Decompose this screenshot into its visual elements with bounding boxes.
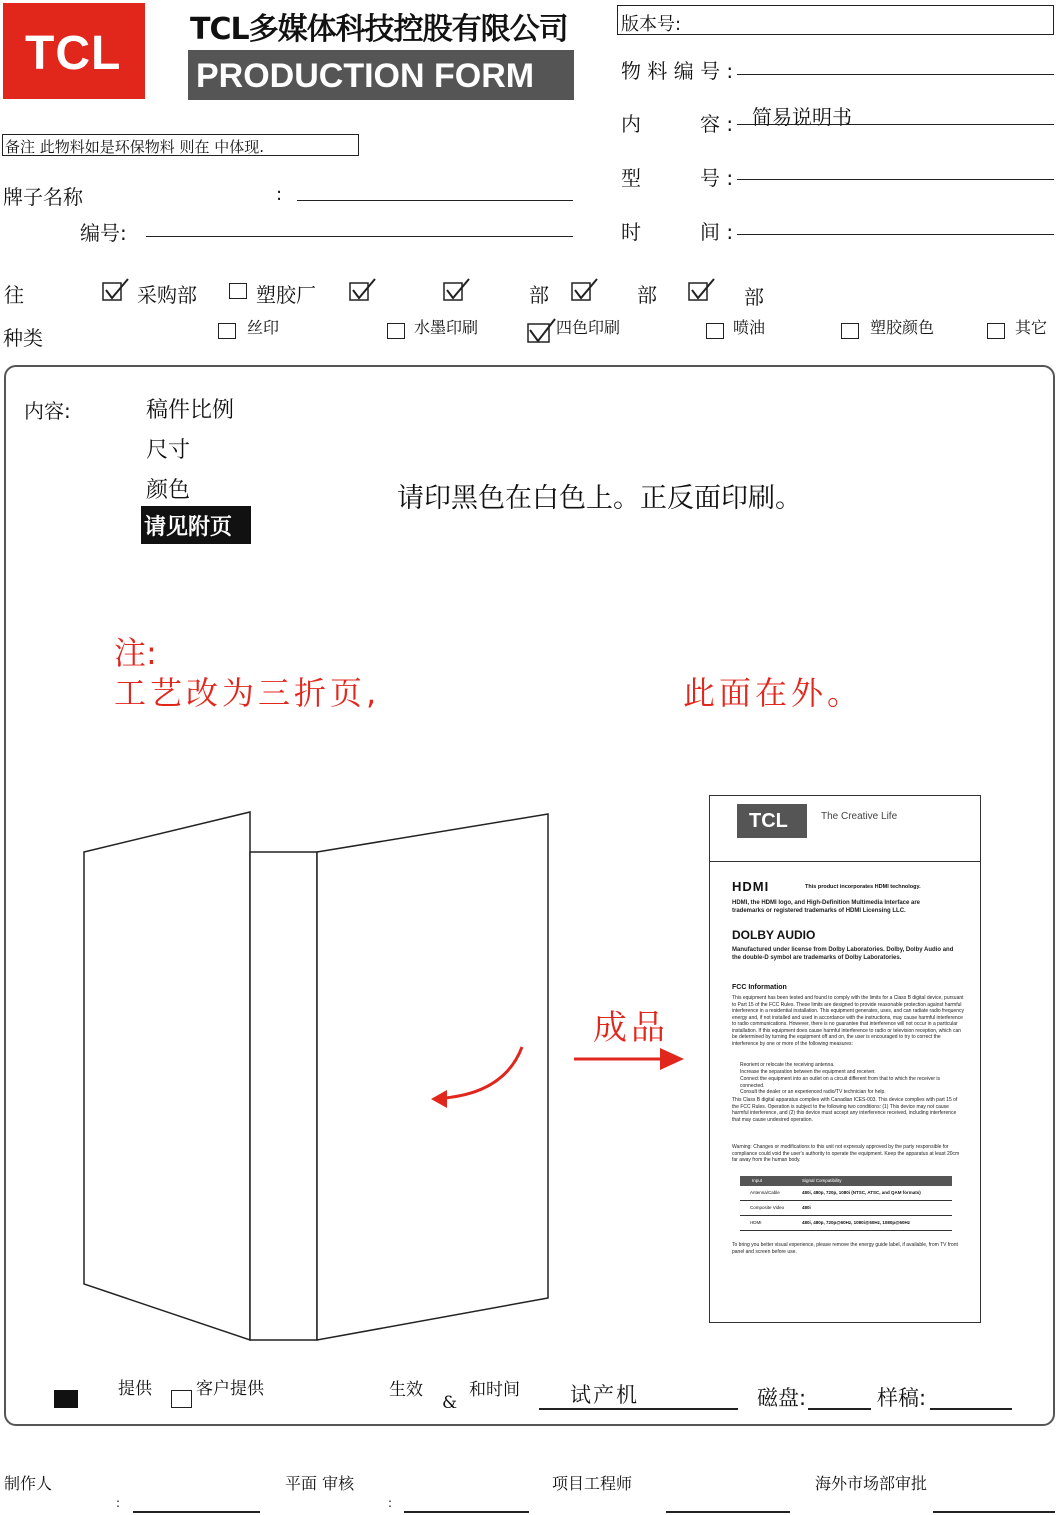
checkbox-plastic-factory[interactable] <box>229 283 247 299</box>
fcc-bullet-1: Reorient or relocate the receiving antenna. <box>740 1062 835 1068</box>
checkbox-route-4[interactable] <box>443 277 471 303</box>
form-title-bar <box>188 50 574 100</box>
brand-colon: : <box>276 184 283 205</box>
signal-table-head-input: Input <box>752 1178 763 1183</box>
brand-label: 牌子名称 <box>3 185 83 209</box>
type-spray-oil: 喷油 <box>733 318 766 337</box>
note-line-right: 此面在外。 <box>683 674 864 712</box>
fcc-title: FCC Information <box>732 984 787 991</box>
routing-purchase: 采购部 <box>137 283 197 307</box>
note-box <box>2 134 359 156</box>
content-field[interactable] <box>737 124 1054 125</box>
fcc-bullet-3: Connect the equipment into an outlet on a circuit different from that to which the receiver is connected. <box>740 1076 941 1089</box>
fcc-text: This equipment has been tested and found to comply with the limits for a Class B digital device, pursuant to Part 15 of the FCC Rules. These limits are designed to provide reasonable protection against harmful interference in a residential installation. This equipment generates, uses, and can radiate radio frequency energy and, if not installed and used in accordance with the instructions, may cause harmful interference to radio communications. However, there is no guarantee that interference will not occur in a particular installation. If this equipment does cause harmful interference to radio or television reception, which can be determined by turning the equipment off and on, the user is encouraged to try to correct the interference by one or more of the following measures: <box>732 995 964 1047</box>
and-time-label: 和时间 <box>469 1380 520 1400</box>
content-label: 内容: <box>24 399 71 423</box>
tcl-logo <box>3 3 145 99</box>
right-arrow-icon <box>572 1046 687 1072</box>
fcc-bullet-2: Increase the separation between the equipment and receiver. <box>740 1069 876 1075</box>
trial-field[interactable] <box>539 1408 738 1410</box>
version-box[interactable] <box>617 5 1054 35</box>
checkbox-silkscreen[interactable] <box>218 323 236 339</box>
fold-arrow-icon <box>425 1042 530 1112</box>
routing-dept-3: 部 <box>744 285 764 309</box>
type-four-color: 四色印刷 <box>556 318 621 337</box>
see-attached-badge <box>141 506 251 544</box>
note-title: 注: <box>114 634 157 672</box>
amp-symbol: & <box>442 1393 458 1413</box>
disk-field[interactable] <box>808 1408 871 1410</box>
leaflet-divider <box>710 861 980 862</box>
model-label-2: 号 : <box>700 166 734 190</box>
checkbox-other[interactable] <box>987 323 1005 339</box>
note-line-left: 工艺改为三折页, <box>114 674 381 712</box>
types-label: 种类 <box>3 326 43 350</box>
trial-label: 试产机 <box>570 1383 639 1407</box>
maker-colon: : <box>116 1496 121 1510</box>
dolby-text: Manufactured under license from Dolby Laboratories. Dolby, Dolby Audio and the double-D symbol are trademarks of Dolby Laboratories. <box>732 947 954 961</box>
brand-field[interactable] <box>297 200 573 201</box>
graphic-review-label: 平面 审核 <box>285 1474 355 1493</box>
type-plastic-color: 塑胶颜色 <box>870 318 935 337</box>
table-cell: 480i, 480p, 720p@60Hz, 1080i@60Hz, 1080p@60Hz <box>802 1220 910 1225</box>
content-label-1: 内 <box>621 112 641 136</box>
checkbox-spray-oil[interactable] <box>706 323 724 339</box>
table-row <box>740 1201 952 1216</box>
table-row <box>740 1216 952 1231</box>
checkbox-plastic-color[interactable] <box>841 323 859 339</box>
table-cell: 480i, 480p, 720p, 1080i (NTSC, ATSC, and QAM formats) <box>802 1190 921 1195</box>
material-field[interactable] <box>737 74 1054 75</box>
signal-table <box>740 1176 952 1231</box>
routing-dept-2: 部 <box>637 283 657 307</box>
sample-field[interactable] <box>930 1408 1012 1410</box>
note-text: 备注 此物料如是环保物料 则在 中体现. <box>5 138 265 156</box>
routing-plastic-factory: 塑胶厂 <box>256 283 316 307</box>
time-label-2: 间 : <box>700 220 734 244</box>
table-cell: Composite Video <box>750 1205 785 1210</box>
number-label: 编号: <box>80 221 127 245</box>
effective-label: 生效 <box>389 1380 423 1400</box>
content-label-2: 容 : <box>700 112 734 136</box>
print-note: 请印黑色在白色上。正反面印刷。 <box>397 483 802 514</box>
version-label: 版本号: <box>621 14 682 35</box>
routing-dept-1: 部 <box>529 283 549 307</box>
checkbox-customer-provide[interactable] <box>171 1390 192 1408</box>
model-field[interactable] <box>737 179 1054 180</box>
provide-label: 提供 <box>118 1379 152 1399</box>
dolby-logo: DOLBY AUDIO <box>732 928 816 942</box>
maker-field[interactable] <box>133 1511 260 1513</box>
time-label-1: 时 <box>621 220 641 244</box>
hdmi-text: HDMI, the HDMI logo, and High-Definition Multimedia Interface are trademarks or registered trademarks of HDMI Licensing LLC. <box>732 900 921 914</box>
fcc-text-2: This Class B digital apparatus complies with Canadian ICES-003. This device complies with part 15 of the FCC Rules. Operation is subject to the following two conditions: (1) This device may not cause harmful interference, and (2) this device must accept any interference received, including interference that may cause undesired operation. <box>732 1097 958 1123</box>
type-other: 其它 <box>1015 318 1048 337</box>
table-row <box>740 1186 952 1201</box>
disk-label: 磁盘: <box>757 1386 807 1410</box>
type-silkscreen: 丝印 <box>247 318 280 337</box>
customer-provide-label: 客户提供 <box>196 1379 264 1399</box>
review-colon: : <box>388 1496 393 1510</box>
company-name: TCL多媒体科技控股有限公司 <box>190 12 568 47</box>
content-item-size: 尺寸 <box>146 438 191 463</box>
form-title: PRODUCTION FORM <box>196 57 535 95</box>
checkbox-four-color[interactable] <box>527 318 557 344</box>
fcc-bullet-4: Consult the dealer or an experienced radio/TV technician for help. <box>740 1089 886 1095</box>
finished-label: 成品 <box>593 1008 669 1048</box>
model-label-1: 型 <box>621 166 641 190</box>
checkbox-provide[interactable] <box>54 1390 78 1408</box>
overseas-approval-label: 海外市场部审批 <box>815 1474 928 1493</box>
type-ink-print: 水墨印刷 <box>414 318 479 337</box>
checkbox-route-3[interactable] <box>349 277 377 303</box>
number-field[interactable] <box>146 236 573 237</box>
leaflet-panel <box>709 795 981 1323</box>
table-cell: HDMI <box>750 1220 762 1225</box>
project-engineer-label: 项目工程师 <box>552 1474 633 1493</box>
maker-label: 制作人 <box>4 1474 53 1493</box>
review-field[interactable] <box>404 1511 529 1513</box>
signal-table-head-compat: Signal Compatibility <box>802 1178 842 1183</box>
hdmi-intro: This product incorporates HDMI technology. <box>805 884 921 890</box>
table-cell: Antenna/Cable <box>750 1190 780 1195</box>
checkbox-route-6[interactable] <box>688 277 716 303</box>
leaflet-footer: To bring you better visual experience, please remove the energy guide label, if available, from TV front panel and screen before use. <box>732 1242 958 1255</box>
hdmi-logo: HDMI <box>732 879 770 894</box>
overseas-approval-field[interactable] <box>933 1511 1055 1513</box>
content-item-ratio: 稿件比例 <box>146 398 235 423</box>
table-cell: 480i <box>802 1205 811 1210</box>
see-attached-text: 请见附页 <box>144 515 233 540</box>
leaflet-logo-text: TCL <box>749 810 788 832</box>
material-label: 物 料 编 号 : <box>621 59 734 83</box>
content-value: 简易说明书 <box>752 105 852 129</box>
checkbox-purchase[interactable] <box>102 277 130 303</box>
tcl-logo-text: TCL <box>25 27 122 80</box>
warning-text: Warning: Changes or modifications to this unit not expressly approved by the party responsible for compliance could void the user's authority to operate the equipment. Keep the apparatus at least 20cm far away from the human body. <box>732 1144 960 1163</box>
content-item-color: 颜色 <box>146 478 191 503</box>
checkbox-route-5[interactable] <box>571 277 599 303</box>
sample-label: 样稿: <box>877 1386 927 1410</box>
project-engineer-field[interactable] <box>666 1511 790 1513</box>
checkbox-ink-print[interactable] <box>387 323 405 339</box>
leaflet-logo <box>737 804 807 838</box>
time-field[interactable] <box>737 234 1054 235</box>
routing-label: 往 <box>4 283 24 307</box>
leaflet-tagline: The Creative Life <box>821 811 898 822</box>
signal-table-head <box>740 1176 952 1186</box>
